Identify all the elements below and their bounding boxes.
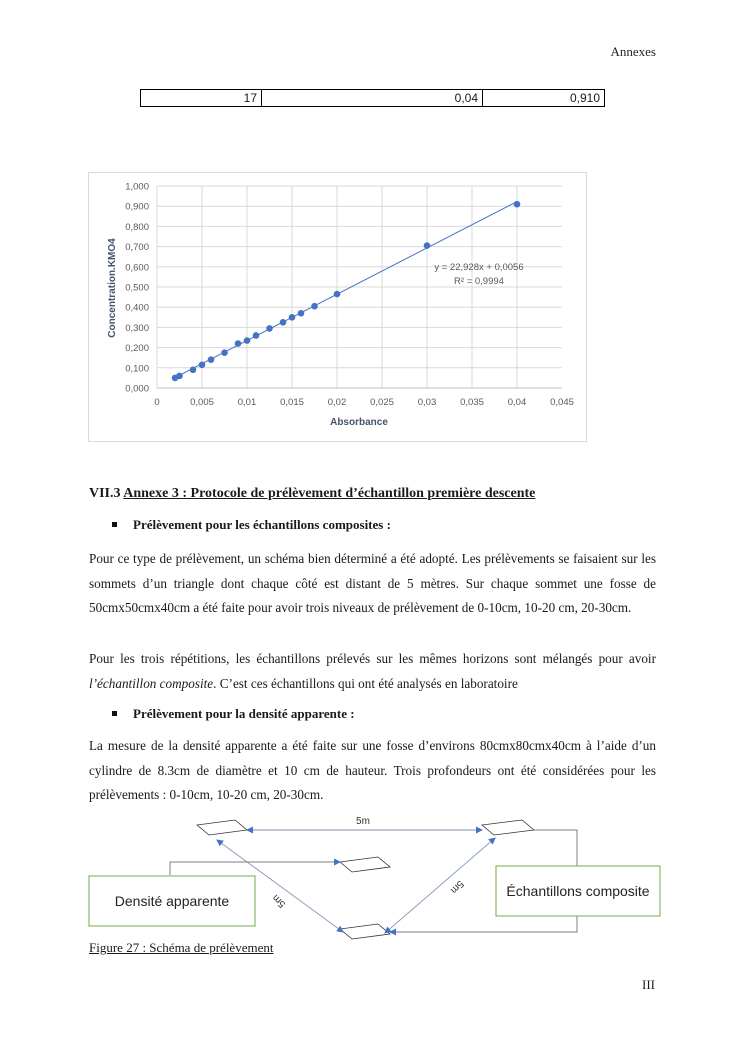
calibration-chart <box>88 172 587 442</box>
side-right-arrow <box>385 838 495 933</box>
pit-top-left <box>197 820 247 835</box>
chart-svg <box>89 173 586 441</box>
y-tick-label: 0,600 <box>125 262 149 274</box>
data-point <box>244 337 251 344</box>
bullet-square-icon <box>112 711 117 716</box>
figure-caption: Figure 27 : Schéma de prélèvement <box>89 940 274 955</box>
x-tick-label: 0,02 <box>327 397 347 408</box>
distance-label-right: 5m <box>447 877 466 896</box>
data-point <box>190 367 197 374</box>
data-point <box>235 340 242 347</box>
data-point <box>424 242 431 249</box>
sampling-diagram-svg <box>85 810 665 945</box>
y-axis-ticks <box>125 182 149 395</box>
data-point <box>514 201 521 208</box>
y-tick-label: 0,200 <box>125 343 149 355</box>
data-point <box>280 319 287 326</box>
data-points <box>172 201 524 381</box>
connector-composite-bottom <box>390 916 577 932</box>
section-heading <box>89 486 535 502</box>
x-tick-label: 0,045 <box>550 397 574 408</box>
paragraph-composites: Pour ce type de prélèvement, un schéma bien déterminé a été adopté. Les prélèvements se faisaient sur les sommets d’un triangle dont chaque côté est distant de 5 mètres. Sur chaque sommet une fosse de 50cmx50cmx40cm a été faite pour avoir trois niveaux de prélèvement de 0-10cm, 10-20 cm, 20-30cm. <box>89 551 656 615</box>
y-tick-label: 0,400 <box>125 302 149 314</box>
data-point <box>311 303 318 310</box>
sampling-diagram <box>85 810 665 945</box>
x-tick-label: 0,015 <box>280 397 304 408</box>
y-tick-label: 0,300 <box>125 322 149 334</box>
running-header: Annexes <box>610 44 656 59</box>
data-point <box>298 310 305 317</box>
chart-grid <box>157 186 562 388</box>
distance-label-left: 5m <box>270 891 289 910</box>
page-number: III <box>642 977 655 992</box>
trendline-equation: y = 22,928x + 0,0056 <box>434 262 524 273</box>
bullet-composites-text: Prélèvement pour les échantillons composites : <box>133 517 391 532</box>
bullet-square-icon <box>112 522 117 527</box>
table-cell-concentration: 0,910 <box>569 91 600 105</box>
table-cell-index: 17 <box>141 90 262 106</box>
paragraph-emphasis: l’échantillon composite <box>89 675 214 691</box>
paragraph-text: . C’est ces échantillons qui ont été analysés en laboratoire <box>213 675 518 691</box>
x-tick-label: 0,03 <box>417 397 437 408</box>
bullet-densite-text: Prélèvement pour la densité apparente : <box>133 706 355 721</box>
densite-box-label: Densité apparente <box>114 893 230 909</box>
bullet-composites <box>112 517 391 533</box>
x-tick-label: 0,025 <box>370 397 394 408</box>
y-tick-label: 0,100 <box>125 363 149 375</box>
connector-composite-top <box>534 830 577 866</box>
x-tick-label: 0,035 <box>460 397 484 408</box>
y-tick-label: 0,700 <box>125 242 149 254</box>
data-point <box>176 373 183 380</box>
y-tick-label: 0,000 <box>125 383 149 395</box>
data-point <box>334 291 341 298</box>
x-tick-label: 0 <box>154 397 160 408</box>
data-point <box>289 314 296 321</box>
data-point <box>266 325 273 332</box>
pit-bottom <box>340 924 390 939</box>
table-row <box>140 89 605 107</box>
x-tick-label: 0,04 <box>507 397 527 408</box>
data-point <box>199 361 206 368</box>
table-cell-absorbance: 0,04 <box>262 90 483 106</box>
y-tick-label: 0,900 <box>125 201 149 213</box>
section-title: Annexe 3 : Protocole de prélèvement d’échantillon première descente <box>123 486 536 501</box>
data-point <box>253 332 260 339</box>
section-number: VII.3 <box>89 486 121 501</box>
x-tick-label: 0,01 <box>237 397 257 408</box>
data-point <box>208 356 215 363</box>
r-squared-label: R² = 0,9994 <box>454 276 504 287</box>
x-tick-label: 0,005 <box>190 397 214 408</box>
connector-densite <box>170 862 340 875</box>
data-point <box>221 349 228 356</box>
paragraph-densite: La mesure de la densité apparente a été faite sur une fosse d’environs 80cmx80cmx40cm à l’aide d’un cylindre de 8.3cm de diamètre et 10 cm de hauteur. Trois profondeurs ont été considérées pour les prélèvements : 0-10cm, 10-20 cm, 20-30cm. <box>89 738 656 802</box>
distance-label-top: 5m <box>356 816 370 827</box>
y-axis-label: Concentration.KMO4 <box>107 238 118 338</box>
y-tick-label: 1,000 <box>125 181 149 193</box>
x-axis-label: Absorbance <box>330 417 388 428</box>
bullet-densite <box>112 706 355 722</box>
composite-box-label: Échantillons composite <box>506 883 650 899</box>
x-axis-ticks <box>154 397 574 408</box>
y-tick-label: 0,500 <box>125 282 149 294</box>
pit-middle <box>340 857 390 872</box>
y-tick-label: 0,800 <box>125 221 149 233</box>
paragraph-repetitions <box>89 647 656 696</box>
paragraph-text: Pour les trois répétitions, les échantillons prélevés sur les mêmes horizons sont mélangés pour avoir <box>89 651 656 666</box>
pit-top-right <box>482 820 534 835</box>
